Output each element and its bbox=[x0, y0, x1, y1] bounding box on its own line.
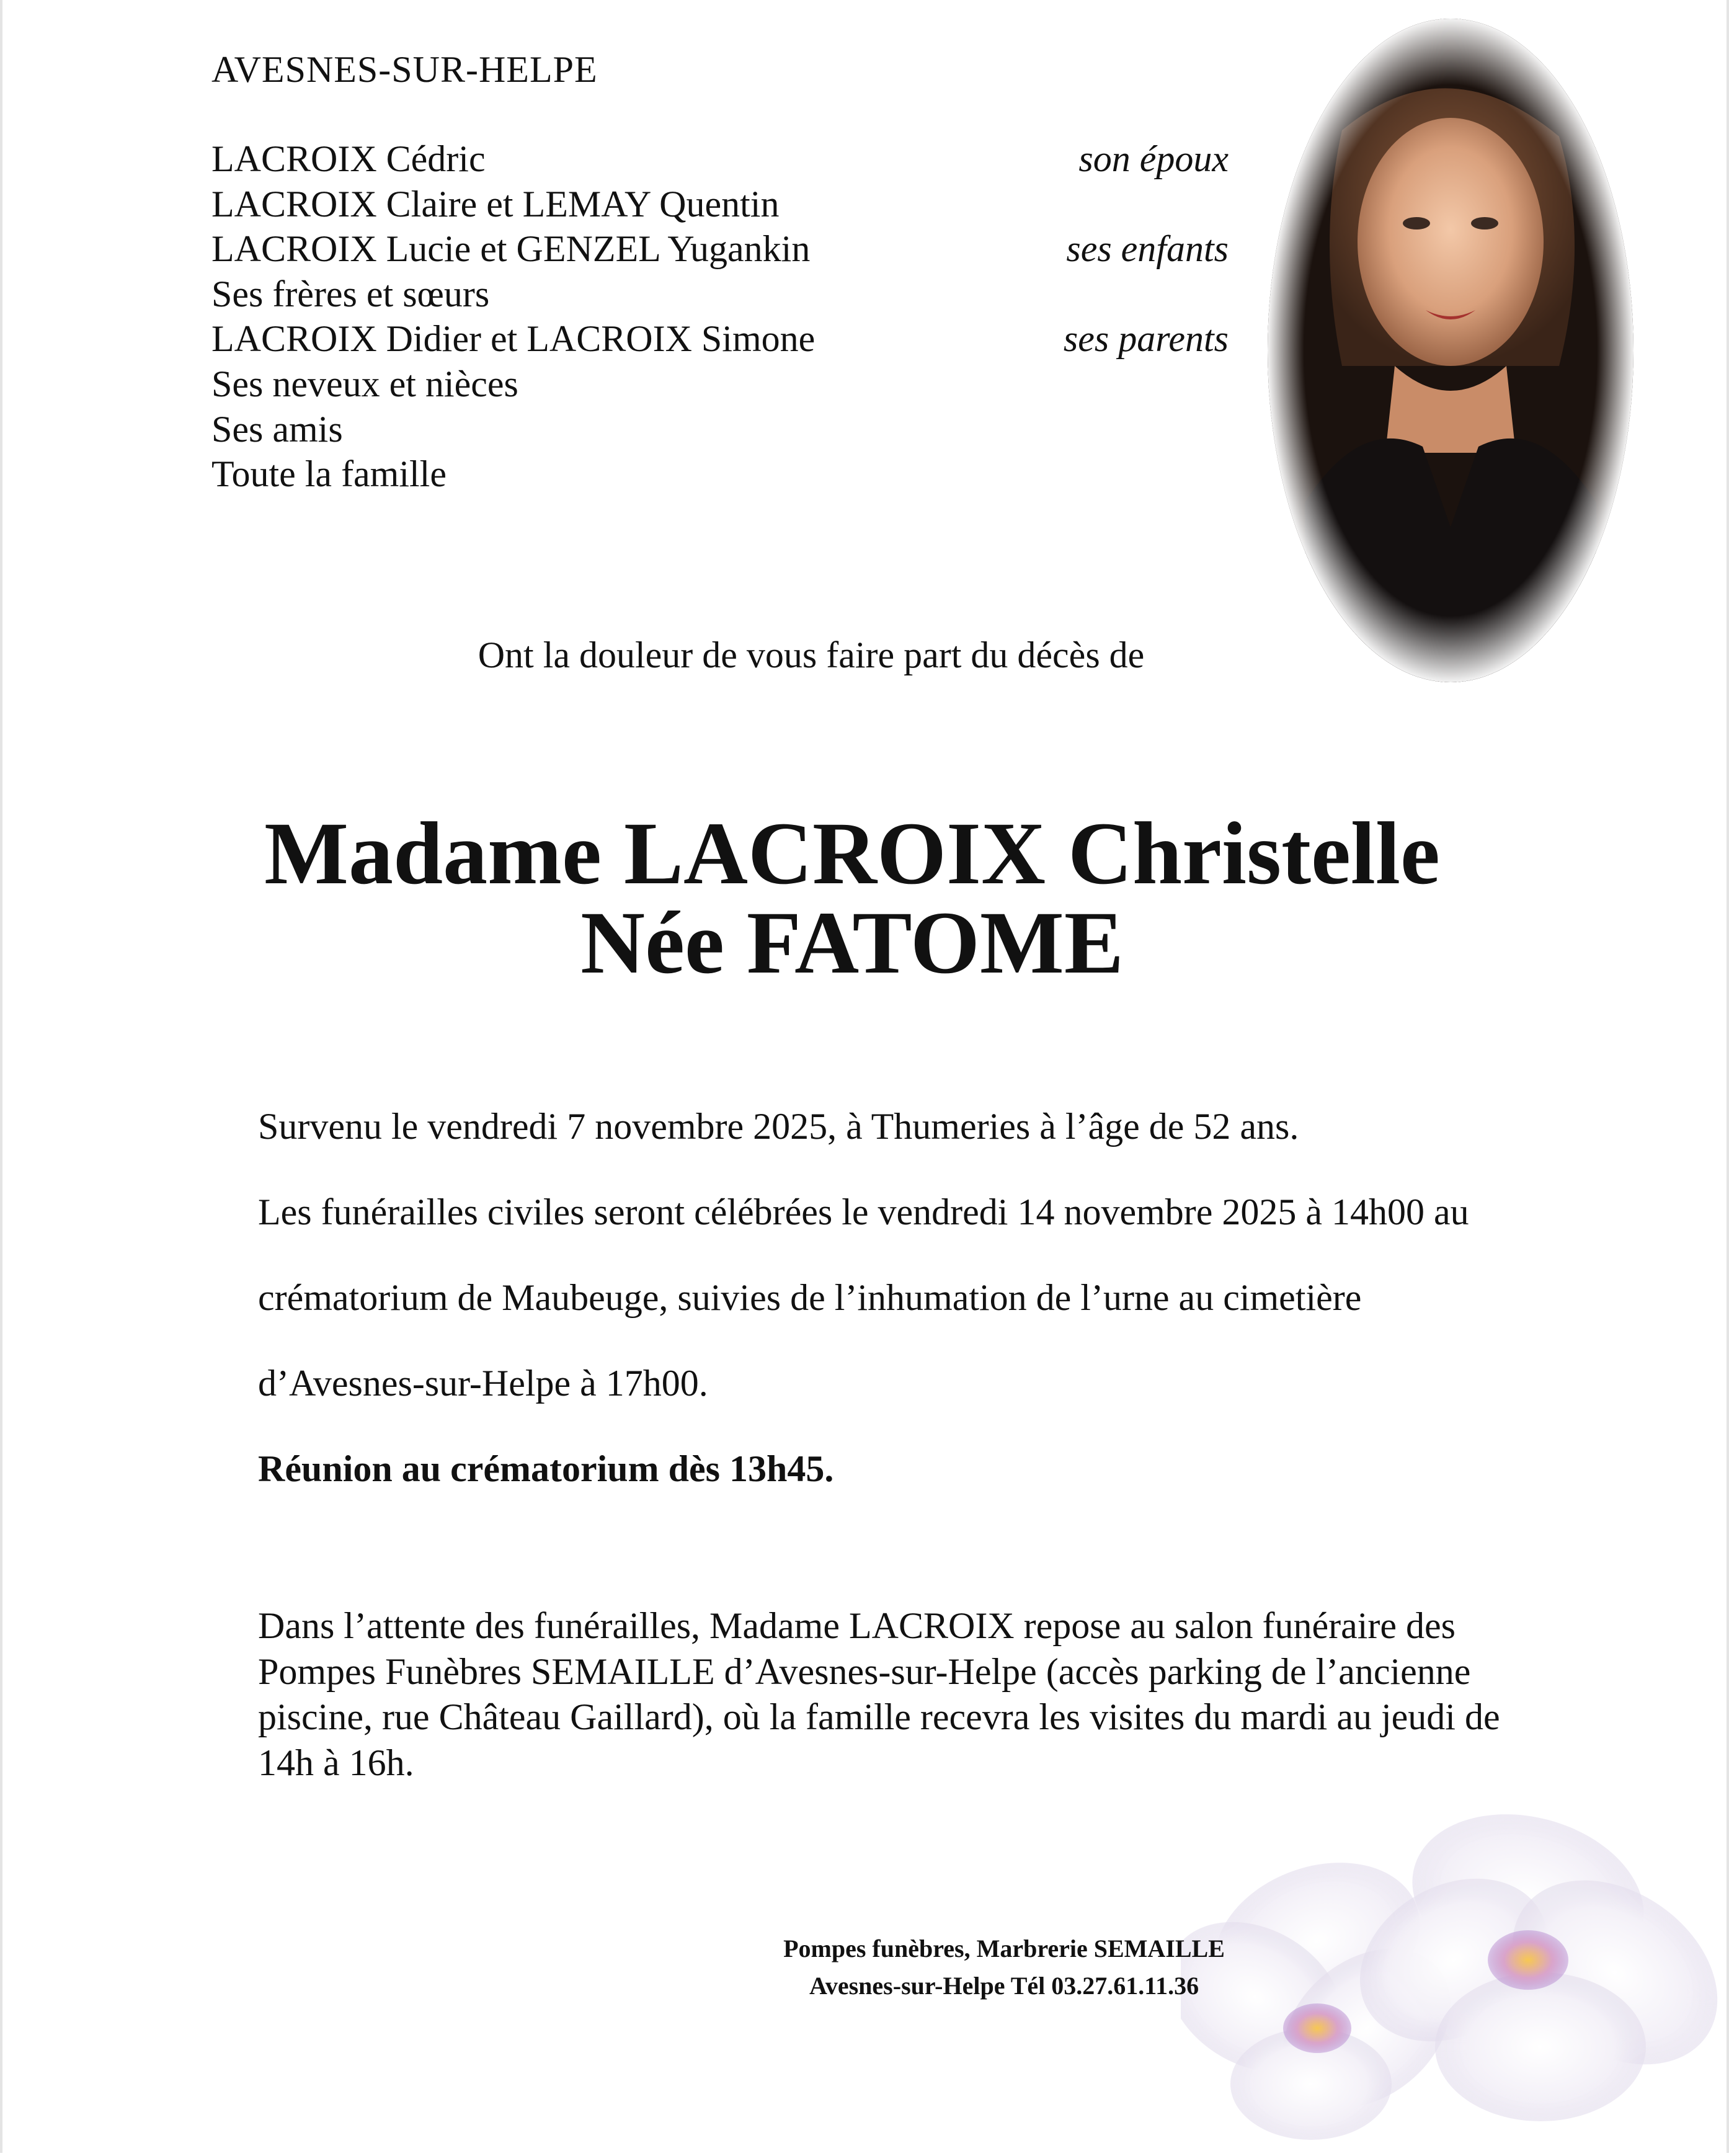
family-row bbox=[211, 452, 1229, 497]
family-row bbox=[211, 136, 1229, 182]
family-member: Ses amis bbox=[211, 408, 343, 450]
family-row bbox=[211, 272, 1229, 317]
announcement-intro-text: Ont la douleur de vous faire part du décès de bbox=[478, 635, 1145, 675]
family-member: LACROIX Claire et LEMAY Quentin bbox=[211, 183, 780, 225]
funeral-details-line: d’Avesnes-sur-Helpe à 17h00. bbox=[258, 1363, 708, 1404]
portrait-photo bbox=[1268, 19, 1633, 682]
family-relation: son époux bbox=[1078, 138, 1229, 179]
funeral-details-line: crématorium de Maubeuge, suivies de l’inhumation de l’urne au cimetière bbox=[258, 1277, 1362, 1318]
maiden-name: Née FATOME bbox=[580, 894, 1124, 992]
visitation-line: piscine, rue Château Gaillard), où la famille recevra les visites du mardi au jeudi de bbox=[258, 1696, 1500, 1737]
family-member: LACROIX Lucie et GENZEL Yugankin bbox=[211, 228, 811, 270]
announcement-intro bbox=[2, 634, 1729, 677]
family-row bbox=[211, 182, 1229, 227]
funeral-details-line: Les funérailles civiles seront célébrées le vendredi 14 novembre 2025 à 14h00 au bbox=[258, 1192, 1469, 1232]
family-list bbox=[211, 136, 1229, 497]
funeral-home-contact: Avesnes-sur-Helpe Tél 03.27.61.11.36 bbox=[809, 1972, 1199, 2000]
visitation-line: Pompes Funèbres SEMAILLE d’Avesnes-sur-Helpe (accès parking de l’ancienne bbox=[258, 1650, 1471, 1692]
funeral-home-name: Pompes funèbres, Marbrerie SEMAILLE bbox=[783, 1935, 1225, 1962]
deceased-name: Madame LACROIX Christelle bbox=[264, 804, 1440, 903]
family-member: LACROIX Cédric bbox=[211, 138, 486, 179]
family-row bbox=[211, 316, 1229, 362]
family-member: Ses neveux et nièces bbox=[211, 363, 518, 404]
family-row bbox=[211, 407, 1229, 452]
death-details: Survenu le vendredi 7 novembre 2025, à Thumeries à l’âge de 52 ans. bbox=[258, 1106, 1299, 1147]
visitation-line: Dans l’attente des funérailles, Madame LACROIX repose au salon funéraire des bbox=[258, 1605, 1456, 1646]
family-relation: ses parents bbox=[1063, 318, 1229, 360]
family-member: Toute la famille bbox=[211, 453, 447, 495]
city-heading: AVESNES-SUR-HELPE bbox=[211, 49, 598, 90]
visitation-line: 14h à 16h. bbox=[258, 1742, 414, 1783]
family-member: Ses frères et sœurs bbox=[211, 273, 490, 314]
family-relation: ses enfants bbox=[1066, 228, 1229, 270]
gathering-notice: Réunion au crématorium dès 13h45. bbox=[258, 1448, 834, 1489]
family-row bbox=[211, 362, 1229, 407]
family-row bbox=[211, 226, 1229, 272]
family-member: LACROIX Didier et LACROIX Simone bbox=[211, 318, 816, 360]
